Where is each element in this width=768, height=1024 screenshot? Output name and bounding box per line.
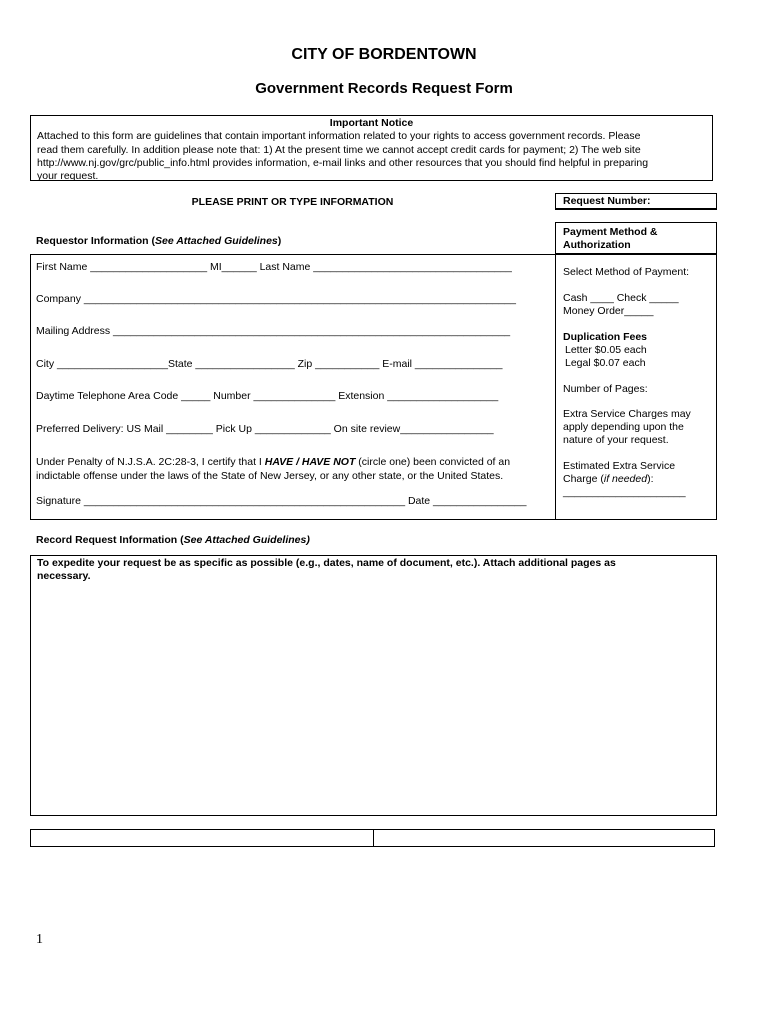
- have-have-not-choice[interactable]: HAVE / HAVE NOT: [264, 456, 356, 468]
- record-request-label: [36, 534, 310, 546]
- penalty-line-1: [36, 456, 551, 470]
- notice-heading: Important Notice: [329, 117, 414, 129]
- extra-note-line-3: nature of your request.: [563, 434, 669, 446]
- mailing-address-row[interactable]: Mailing Address ____________________________________________________________________: [36, 325, 511, 337]
- requestor-label-em: See Attached Guidelines: [155, 235, 278, 247]
- extra-note-line-1: Extra Service Charges may: [563, 408, 691, 420]
- name-row[interactable]: First Name ____________________ MI______ Last Name __________________________________: [36, 261, 512, 273]
- record-instructions-line-2: necessary.: [37, 570, 91, 582]
- cash-check-option[interactable]: Cash ____ Check _____: [563, 292, 679, 304]
- money-order-option[interactable]: Money Order_____: [563, 305, 654, 317]
- request-number-label: Request Number:: [563, 195, 651, 207]
- requestor-label-suffix: ): [277, 235, 282, 247]
- duplication-fees-heading: Duplication Fees: [563, 331, 648, 343]
- preferred-delivery-row[interactable]: Preferred Delivery: US Mail ________ Pick Up _____________ On site review________________: [36, 423, 494, 435]
- bottom-cell-right[interactable]: [374, 830, 714, 846]
- record-instructions-line-1: To expedite your request be as specific as possible (e.g., dates, name of document, etc.). Attach additional pages as: [37, 557, 616, 569]
- signature-row[interactable]: Signature _______________________________________________________ Date ________________: [36, 495, 527, 507]
- extra-charges-note: [563, 408, 691, 447]
- notice-line-2: read them carefully. In addition please note that: 1) At the present time we cannot accept credit cards for payment; 2) The web site: [37, 143, 641, 156]
- important-notice-box: [30, 115, 713, 181]
- column-divider: [555, 254, 556, 520]
- requestor-label-prefix: Requestor Information (: [36, 235, 156, 247]
- company-row[interactable]: Company __________________________________________________________________________: [36, 293, 516, 305]
- extra-note-line-2: apply depending upon the: [563, 421, 684, 433]
- record-label-em: See Attached Guidelines): [183, 534, 310, 546]
- record-request-box[interactable]: [30, 555, 717, 816]
- bottom-cell-left[interactable]: [31, 830, 374, 846]
- telephone-row[interactable]: Daytime Telephone Area Code _____ Number ______________ Extension ___________________: [36, 390, 499, 402]
- penalty-line-2: indictable offense under the laws of the State of New Jersey, or any other state, or the United States.: [36, 469, 504, 482]
- payment-heading-line-2: Authorization: [563, 239, 631, 251]
- estimated-line-1: Estimated Extra Service: [563, 460, 676, 472]
- bottom-table: [30, 829, 715, 847]
- estimated-line-2: [563, 473, 686, 486]
- record-label-prefix: Record Request Information (: [36, 534, 184, 546]
- page-number: 1: [36, 932, 43, 947]
- notice-line-4: your request.: [37, 170, 99, 183]
- legal-fee: Legal $0.07 each: [565, 357, 646, 369]
- print-info-heading: PLEASE PRINT OR TYPE INFORMATION: [191, 196, 394, 208]
- request-number-box[interactable]: [555, 193, 717, 210]
- form-title: Government Records Request Form: [255, 80, 513, 97]
- payment-heading-line-1: Payment Method &: [563, 226, 658, 238]
- estimated-extra-charge[interactable]: [563, 460, 686, 499]
- estimated-prefix: Charge (: [563, 473, 604, 485]
- city-title: CITY OF BORDENTOWN: [291, 46, 477, 63]
- penalty-text-b: (circle one) been convicted of an: [355, 456, 511, 468]
- estimated-blank[interactable]: _____________________: [563, 486, 686, 498]
- estimated-em: if needed: [603, 473, 648, 485]
- notice-line-3: http://www.nj.gov/grc/public_info.html provides information, e-mail links and other resources that you should find helpful in preparing: [37, 156, 649, 169]
- notice-line-1: Attached to this form are guidelines that contain important information related to your rights to access government records. Please: [37, 130, 641, 143]
- requestor-info-label: [36, 235, 281, 247]
- penalty-statement: [36, 456, 551, 483]
- estimated-suffix: ):: [647, 473, 654, 485]
- city-state-zip-row[interactable]: City ___________________State _________________ Zip ___________ E-mail _______________: [36, 358, 503, 370]
- penalty-text-a: Under Penalty of N.J.S.A. 2C:28-3, I certify that I: [36, 456, 265, 468]
- payment-heading-box: [555, 222, 717, 254]
- letter-fee: Letter $0.05 each: [565, 344, 647, 356]
- select-payment-method: Select Method of Payment:: [563, 266, 690, 278]
- number-of-pages[interactable]: Number of Pages:: [563, 383, 648, 395]
